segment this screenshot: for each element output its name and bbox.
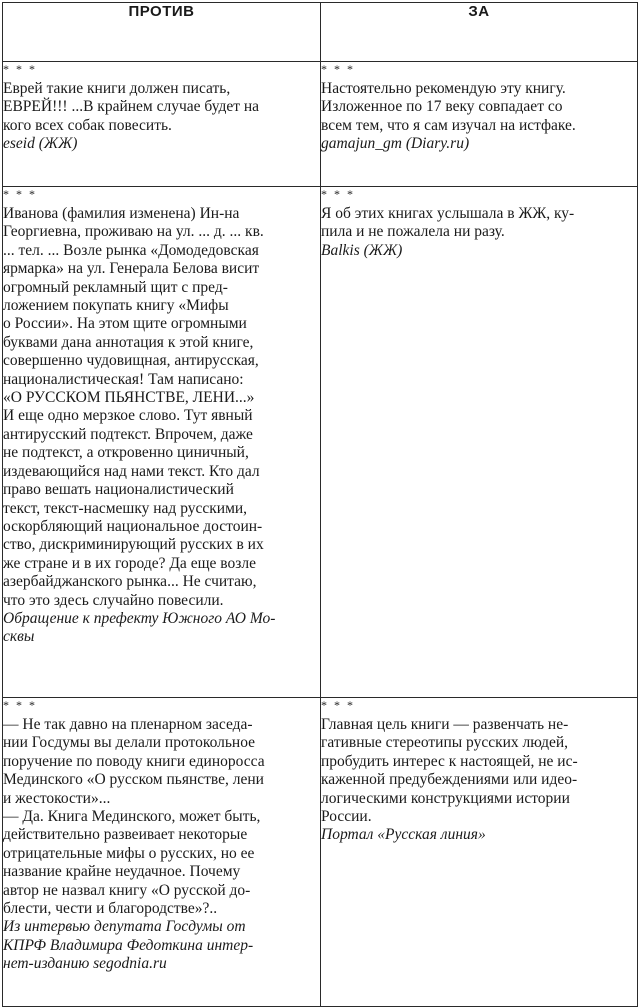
quote-source (3, 135, 320, 153)
table-row (3, 187, 638, 698)
text-line: Главная цель книги — развенчать не- (321, 716, 569, 733)
source-line: Портал «Русская линия» (321, 826, 486, 844)
text-line: — Не так давно на пленарном заседа- (3, 716, 253, 733)
text-line: Изложенное по 17 веку совпадает со (321, 98, 563, 116)
text-line: о России». На этом щите огромными (3, 315, 247, 333)
quote-text (321, 80, 637, 135)
cell-against (3, 62, 321, 187)
text-line: ство, дискриминирующий русских в их (3, 536, 264, 554)
source-line: КПРФ Владимира Федоткина интер- (3, 936, 254, 954)
text-line: России. (321, 808, 372, 826)
text-line: издевающийся над нами текст. Кто дал (3, 462, 260, 480)
source-line: eseid (ЖЖ) (3, 135, 78, 153)
quote-source (3, 918, 320, 973)
text-line: что это здесь случайно повесили. (3, 591, 224, 609)
header-row (3, 3, 638, 62)
text-line: «О РУССКОМ ПЬЯНСТВЕ, ЛЕНИ...» (3, 389, 255, 407)
text-line: И еще одно мерзкое слово. Тут явный (3, 407, 253, 425)
text-line: ложением покупать книгу «Мифы (3, 297, 229, 315)
separator-stars: * * * (321, 62, 355, 76)
text-line: нии Госдумы вы делали протокольное (3, 734, 256, 752)
quote-source (3, 610, 320, 647)
text-line: совершенно чудовищная, антирусская, (3, 352, 259, 370)
text-line: блести, чести и благородстве»?.. (3, 900, 218, 918)
header-against: ПРОТИВ (3, 3, 321, 62)
table-row (3, 62, 638, 187)
text-line: азербайджанского рынка... Не считаю, (3, 573, 257, 591)
separator-stars: * * * (3, 62, 37, 76)
quote-text (3, 205, 320, 610)
text-line: право вешать националистический (3, 481, 234, 499)
text-line: Георгиевна, проживаю на ул. ... д. ... кв. (3, 223, 264, 241)
text-line: огромный рекламный щит с пред- (3, 278, 228, 296)
header-for: ЗА (321, 3, 638, 62)
text-line: Я об этих книгах услышала в ЖЖ, ку- (321, 205, 575, 222)
text-line: пила и не пожалела ни разу. (321, 223, 505, 241)
text-line: Мединского «О русском пьянстве, лени (3, 771, 264, 789)
cell-for (321, 62, 638, 187)
text-line: — Да. Книга Мединского, может быть, (3, 808, 261, 826)
text-line: ЕВРЕЙ!!! ...В крайнем случае будет на (3, 98, 260, 116)
source-line: нет-изданию segodnia.ru (3, 955, 167, 973)
cell-against (3, 187, 321, 698)
text-line: кого всех собак повесить. (3, 116, 172, 134)
text-line: и жестокости»... (3, 789, 111, 807)
text-line: всем тем, что я сам изучал на истфаке. (321, 116, 576, 134)
quote-source (321, 242, 637, 260)
text-line: не подтекст, а откровенно циничный, (3, 444, 249, 462)
text-line: поручение по поводу книги единоросса (3, 752, 265, 770)
text-line: антирусский подтекст. Впрочем, даже (3, 425, 253, 443)
quote-source (321, 826, 637, 844)
source-line: gamajun_gm (Diary.ru) (321, 135, 470, 153)
separator-stars: * * * (321, 187, 355, 201)
text-line: логическими конструкциями истории (321, 789, 570, 807)
cell-against (3, 698, 321, 1007)
text-line: название крайне неудачное. Почему (3, 863, 241, 881)
quote-text (3, 716, 320, 918)
reviews-table (2, 2, 638, 1007)
text-line: же стране и в их городе? Да еще возле (3, 554, 256, 572)
cell-for (321, 187, 638, 698)
source-line: Обращение к префекту Южного АО Мо- (3, 609, 276, 627)
text-line: Настоятельно рекомендую эту книгу. (321, 80, 566, 97)
text-line: каженной предубеждениями или идео- (321, 771, 578, 789)
text-line: автор не назвал книгу «О русской до- (3, 881, 251, 899)
source-line: сквы (3, 628, 35, 646)
separator-stars: * * * (321, 698, 355, 712)
text-line: Иванова (фамилия изменена) Ин-на (3, 205, 240, 222)
text-line: текст, текст-насмешку над русскими, (3, 499, 248, 517)
text-line: пробудить интерес к настоящей, не ис- (321, 752, 578, 770)
table-row (3, 698, 638, 1007)
text-line: Еврей такие книги должен писать, (3, 80, 231, 97)
text-line: отрицательные мифы о русских, но ее (3, 844, 255, 862)
quote-source (321, 135, 637, 153)
text-line: действительно развеивает некоторые (3, 826, 248, 844)
text-line: гативные стереотипы русских людей, (321, 734, 569, 752)
separator-stars: * * * (3, 698, 37, 712)
quote-text (321, 205, 637, 242)
cell-for (321, 698, 638, 1007)
text-line: националистическая! Там написано: (3, 370, 244, 388)
text-line: ... тел. ... Возле рынка «Домодедовская (3, 241, 259, 259)
text-line: буквами дана аннотация к этой книге, (3, 333, 254, 351)
separator-stars: * * * (3, 187, 37, 201)
text-line: оскорбляющий национальное достоин- (3, 517, 263, 535)
quote-text (3, 80, 320, 135)
text-line: ярмарка» на ул. Генерала Белова висит (3, 260, 260, 278)
source-line: Balkis (ЖЖ) (321, 241, 403, 259)
quote-text (321, 716, 637, 826)
source-line: Из интервью депутата Госдумы от (3, 918, 246, 936)
